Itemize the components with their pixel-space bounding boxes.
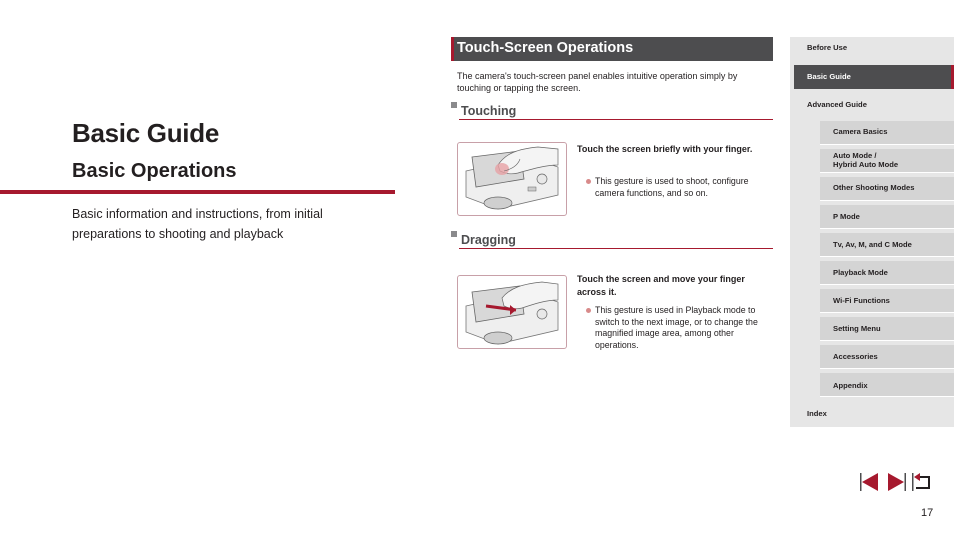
dragging-heading-text: Dragging — [461, 233, 516, 247]
bullet-dot-icon — [586, 179, 591, 184]
nav-label: Camera Basics — [833, 127, 888, 136]
nav-label: Index — [807, 409, 827, 418]
prev-page-icon[interactable] — [860, 472, 880, 492]
nav-label: Setting Menu — [833, 324, 881, 333]
nav-label: Appendix — [833, 381, 868, 390]
page-navigation — [860, 472, 932, 494]
nav-advanced-guide[interactable] — [794, 93, 954, 117]
camera-drag-illustration — [458, 276, 566, 348]
touching-step: Touch the screen briefly with your finger. — [577, 144, 753, 154]
dragging-illustration — [457, 275, 567, 349]
nav-setting-menu[interactable] — [820, 317, 954, 341]
touching-bullet-text: This gesture is used to shoot, configure camera functions, and so on. — [595, 176, 749, 198]
nav-label: Accessories — [833, 352, 878, 361]
section-header — [451, 37, 773, 61]
section-intro: The camera's touch-screen panel enables intuitive operation simply by touching or tapping the screen. — [457, 71, 738, 93]
dragging-heading — [451, 231, 773, 249]
nav-appendix[interactable] — [820, 373, 954, 397]
section-title: Touch-Screen Operations — [457, 40, 634, 56]
page-number: 17 — [921, 507, 934, 519]
nav-before-use[interactable] — [794, 37, 954, 61]
nav-playback-mode[interactable] — [820, 261, 954, 285]
nav-label: Other Shooting Modes — [833, 183, 915, 192]
nav-accessories[interactable] — [820, 345, 954, 369]
nav-label: Playback Mode — [833, 268, 888, 277]
dragging-bullet-text: This gesture is used in Playback mode to switch to the next image, or to change the magnified image area, among other operations. — [595, 305, 758, 350]
nav-auto-mode[interactable] — [820, 149, 954, 173]
heading-underline — [459, 248, 773, 249]
nav-label: Basic Guide — [807, 72, 851, 81]
touching-heading — [451, 102, 773, 120]
dragging-step: Touch the screen and move your finger across it. — [577, 274, 745, 297]
nav-label: Before Use — [807, 43, 848, 52]
touching-illustration — [457, 142, 567, 216]
heading-underline — [459, 119, 773, 120]
nav-label: Auto Mode / — [833, 151, 877, 160]
bullet-dot-icon — [586, 308, 591, 313]
nav-camera-basics[interactable] — [820, 121, 954, 145]
nav-label: Tv, Av, M, and C Mode — [833, 240, 912, 249]
nav-label: Hybrid Auto Mode — [833, 160, 899, 169]
chapter-description: Basic information and instructions, from initial preparations to shooting and playback — [72, 207, 323, 241]
next-page-icon[interactable] — [886, 472, 906, 492]
nav-p-mode[interactable] — [820, 205, 954, 229]
nav-label: Wi-Fi Functions — [833, 296, 890, 305]
nav-index[interactable] — [794, 401, 954, 425]
touching-bullet — [586, 176, 773, 199]
touching-heading-text: Touching — [461, 104, 517, 118]
title-divider — [0, 190, 395, 194]
nav-label: Advanced Guide — [807, 100, 867, 109]
heading-square-icon — [451, 231, 457, 237]
nav-basic-guide[interactable] — [794, 65, 954, 89]
nav-other-shooting-modes[interactable] — [820, 177, 954, 201]
camera-touch-illustration — [458, 143, 566, 215]
nav-tv-av-m-c-mode[interactable] — [820, 233, 954, 257]
chapter-subtitle: Basic Operations — [72, 160, 237, 182]
dragging-bullet — [586, 305, 773, 351]
heading-square-icon — [451, 102, 457, 108]
return-icon[interactable] — [912, 472, 932, 492]
section-header-accent — [451, 37, 454, 61]
nav-label: P Mode — [833, 212, 860, 221]
chapter-title: Basic Guide — [72, 118, 219, 148]
nav-wifi-functions[interactable] — [820, 289, 954, 313]
